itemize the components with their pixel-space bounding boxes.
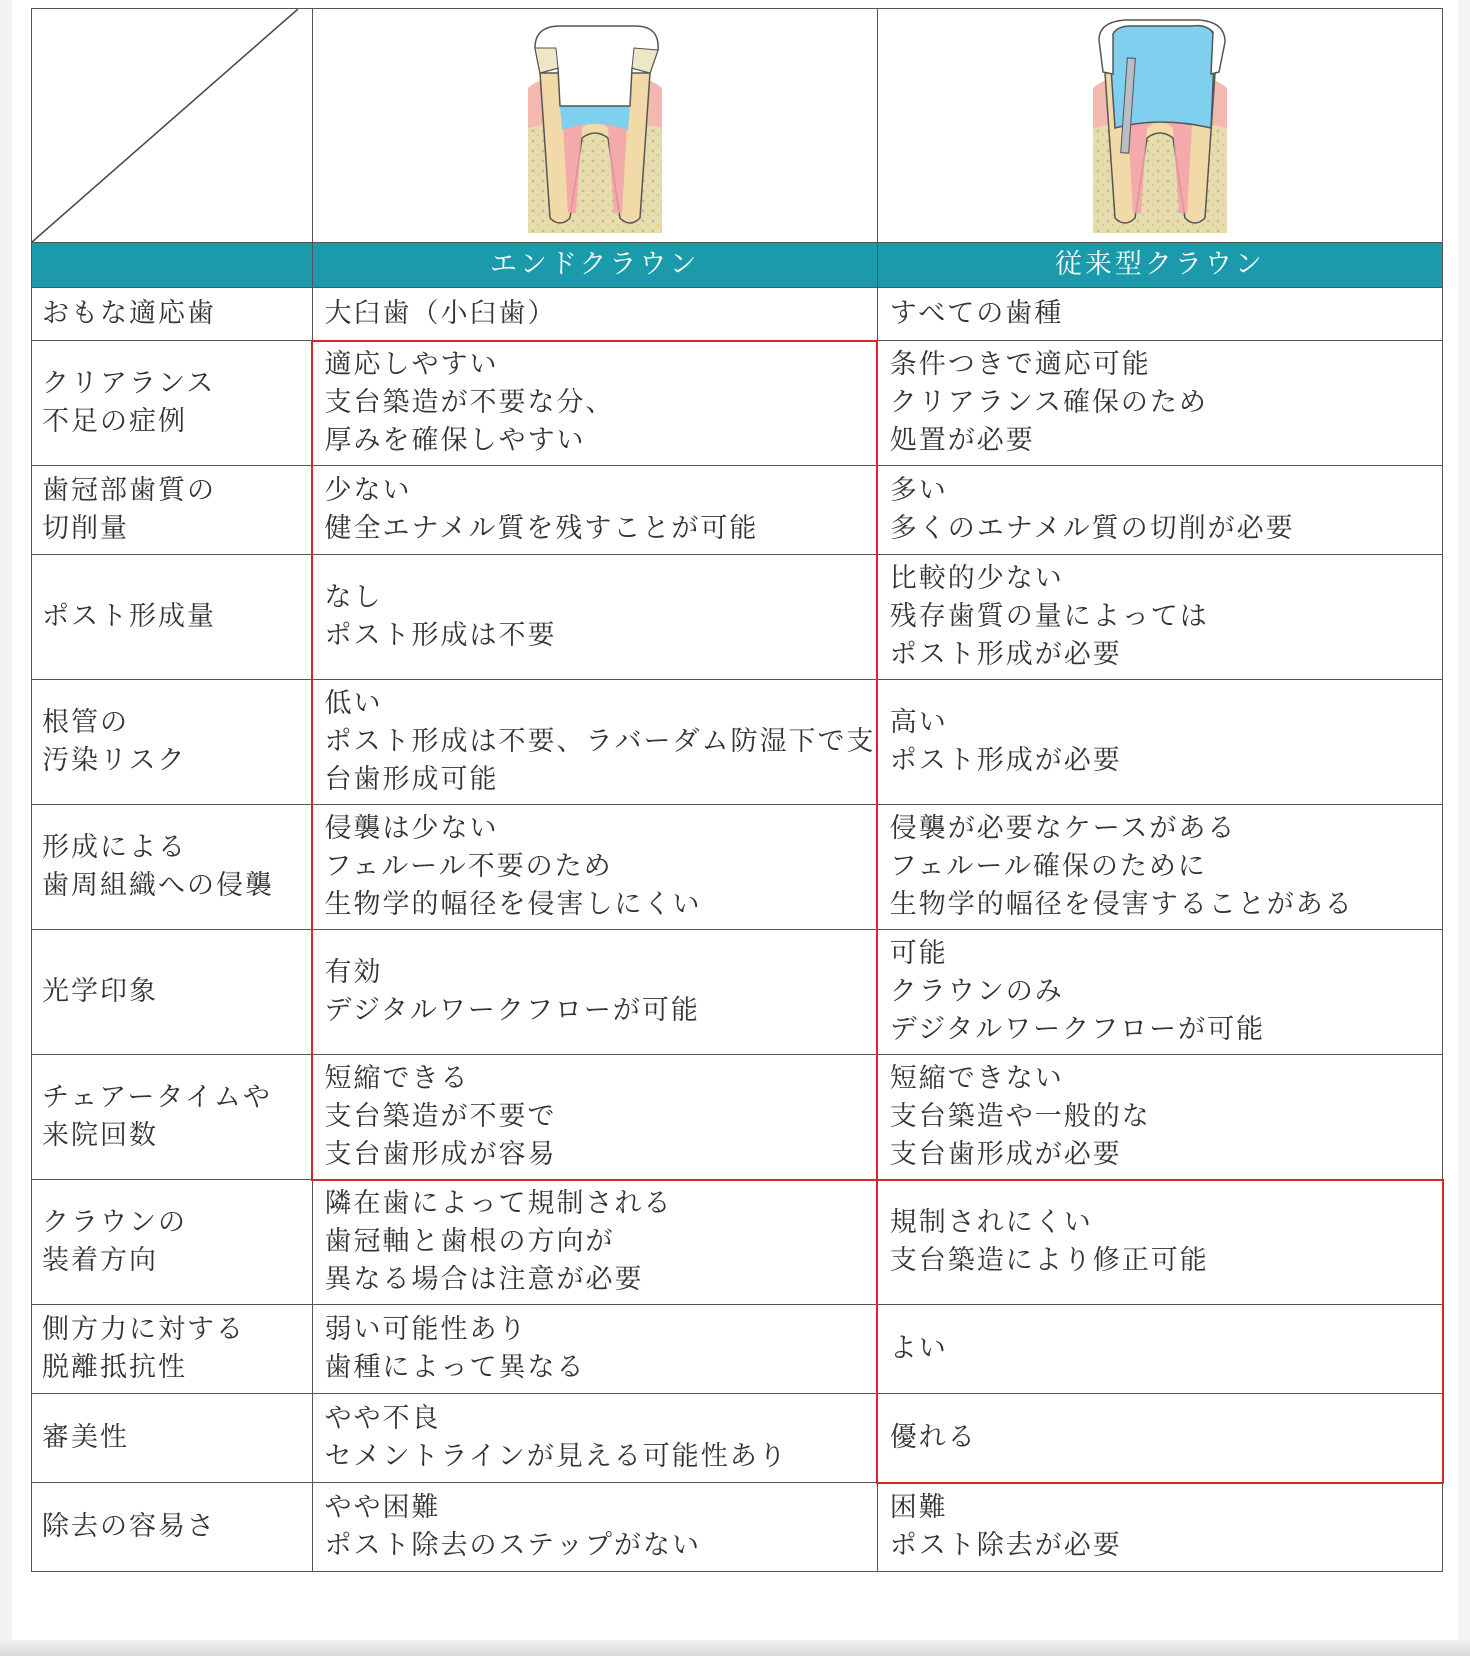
cell-text-line: 優れる	[889, 1422, 977, 1453]
conventional-cell	[877, 555, 1442, 680]
row-label	[32, 680, 313, 805]
comparison-rows	[32, 288, 1443, 1572]
cell-text-line: 大臼歯（小臼歯）	[324, 298, 557, 329]
cell-text-line: 支台築造や一般的な	[889, 1101, 1151, 1132]
cell-text-line: フェルール不要のため	[324, 851, 613, 882]
conventional-cell	[877, 1180, 1442, 1305]
cell-text-line: 困難	[889, 1492, 948, 1523]
endocrown-cell	[312, 341, 877, 466]
corner-diagonal-cell	[32, 9, 313, 243]
cell-text-line: 健全エナメル質を残すことが可能	[324, 513, 759, 544]
comparison-table	[31, 8, 1443, 1572]
table-row	[32, 288, 1443, 341]
cell-text-line: フェルール確保のために	[889, 851, 1207, 882]
cell-text-line: 少ない	[324, 475, 412, 506]
cell-text-line: 歯周組織への侵襲	[42, 870, 274, 901]
cell-text-line: なし	[324, 582, 383, 613]
table-row	[32, 680, 1443, 805]
cell-text-line: 支台歯形成が容易	[324, 1139, 557, 1170]
cell-text-line: 来院回数	[42, 1120, 158, 1151]
table-row	[32, 1483, 1443, 1572]
cell-text-line: 支台築造が不要で	[324, 1101, 557, 1132]
cell-text-line: 処置が必要	[889, 425, 1035, 456]
cell-text-line: ポスト形成は不要	[324, 620, 557, 651]
row-label	[32, 555, 313, 680]
row-label	[32, 1180, 313, 1305]
cell-text-line: チェアータイムや	[42, 1082, 272, 1113]
cell-text-line: クラウンのみ	[889, 976, 1064, 1007]
row-label	[32, 805, 313, 930]
cell-text-line: 弱い可能性あり	[324, 1314, 528, 1345]
cell-text-line: 装着方向	[42, 1245, 158, 1276]
conventional-cell	[877, 805, 1442, 930]
cell-text-line: 隣在歯によって規制される	[324, 1188, 673, 1219]
cell-text-line: クリアランス	[42, 368, 216, 399]
cell-text-line: デジタルワークフローが可能	[324, 995, 700, 1026]
row-label	[32, 1305, 313, 1394]
header-endocrown: エンドクラウン	[312, 243, 877, 288]
diagonal-line	[32, 9, 298, 242]
cell-text-line: 条件つきで適応可能	[889, 349, 1151, 380]
cell-text-line: 生物学的幅径を侵害しにくい	[324, 889, 702, 920]
cell-text-line: 脱離抵抗性	[42, 1352, 187, 1383]
endocrown-cell	[312, 1180, 877, 1305]
conventional-cell	[877, 680, 1442, 805]
cell-text-line: 光学印象	[42, 976, 158, 1007]
endocrown-cell	[312, 680, 877, 805]
endocrown-cell	[312, 1483, 877, 1572]
window-edge-right	[1458, 0, 1470, 1656]
row-label	[32, 930, 313, 1055]
cell-text-line: よい	[889, 1333, 948, 1364]
table-row	[32, 555, 1443, 680]
endocrown-cell	[312, 466, 877, 555]
header-conventional-crown: 従来型クラウン	[877, 243, 1442, 288]
cell-text-line: 歯冠部歯質の	[42, 475, 216, 506]
cell-text-line: 侵襲が必要なケースがある	[889, 813, 1237, 844]
endocrown-cell	[312, 930, 877, 1055]
cell-text-line: 歯種によって異なる	[324, 1352, 586, 1383]
cell-text-line: ポスト形成が必要	[889, 639, 1122, 670]
cell-text-line: クリアランス確保のため	[889, 387, 1208, 418]
header-empty	[32, 243, 313, 288]
table-row	[32, 1305, 1443, 1394]
conventional-tooth-illustration	[1085, 18, 1235, 233]
cell-text-line: やや不良	[324, 1403, 441, 1434]
conventional-cell	[877, 288, 1442, 341]
cell-text-line: デジタルワークフローが可能	[889, 1014, 1266, 1045]
cell-text-line: 規制されにくい	[889, 1207, 1093, 1238]
cell-text-line: 可能	[889, 938, 948, 969]
cell-text-line: 短縮できない	[889, 1063, 1064, 1094]
row-label	[32, 466, 313, 555]
column-header-row	[32, 243, 1443, 288]
endocrown-cell	[312, 1394, 877, 1483]
endocrown-cell	[312, 555, 877, 680]
cell-text-line: 支台歯形成が必要	[889, 1139, 1122, 1170]
cell-text-line: 側方力に対する	[42, 1314, 245, 1345]
cell-text-line: 侵襲は少ない	[324, 813, 499, 844]
cell-text-line: 多い	[889, 475, 948, 506]
cell-text-line: 異なる場合は注意が必要	[324, 1264, 644, 1295]
cell-text-line: すべての歯種	[889, 298, 1064, 329]
cell-text-line: クラウンの	[42, 1207, 187, 1238]
endocrown-tooth-illustration	[520, 18, 670, 233]
cell-text-line: ポスト除去が必要	[889, 1530, 1122, 1561]
conventional-cell	[877, 1394, 1442, 1483]
crown-margin-left	[535, 48, 558, 73]
conventional-cell	[877, 341, 1442, 466]
cell-text-line: 支台築造が不要な分、	[324, 387, 615, 418]
cell-text-line: 有効	[324, 957, 383, 988]
row-label	[32, 1055, 313, 1180]
endocrown-illustration-cell	[312, 9, 877, 243]
table-row	[32, 341, 1443, 466]
endocrown-cell	[312, 805, 877, 930]
conventional-cell	[877, 1055, 1442, 1180]
cell-text-line: おもな適応歯	[42, 298, 216, 329]
cell-text-line: ポスト形成が必要	[889, 745, 1122, 776]
cell-text-line: ポスト除去のステップがない	[324, 1530, 701, 1561]
cell-text-line: 適応しやすい	[324, 349, 499, 380]
row-label	[32, 1394, 313, 1483]
endocrown-cell	[312, 288, 877, 341]
endocrown-cell	[312, 1305, 877, 1394]
window-edge-left	[0, 0, 12, 1656]
illustration-row	[32, 9, 1443, 243]
cell-text-line: 汚染リスク	[42, 745, 187, 776]
conventional-cell	[877, 1305, 1442, 1394]
table-row	[32, 466, 1443, 555]
row-label	[32, 341, 313, 466]
cell-text-line: 形成による	[42, 832, 187, 863]
cell-text-line: セメントラインが見える可能性あり	[324, 1441, 788, 1472]
cell-text-line: 短縮できる	[324, 1063, 470, 1094]
cell-text-line: 不足の症例	[42, 406, 187, 437]
cell-text-line: 低い	[324, 688, 383, 719]
cell-text-line: 厚みを確保しやすい	[324, 425, 586, 456]
cell-text-line: 高い	[889, 707, 948, 738]
table-row	[32, 1394, 1443, 1483]
crown-margin-right	[632, 48, 658, 73]
cell-text-line: 台歯形成可能	[324, 764, 499, 795]
window-edge-bottom	[0, 1640, 1470, 1656]
conventional-cell	[877, 930, 1442, 1055]
row-label	[32, 288, 313, 341]
cell-text-line: 比較的少ない	[889, 563, 1064, 594]
cell-text-line: 支台築造により修正可能	[889, 1245, 1209, 1276]
cell-text-line: 切削量	[42, 513, 129, 544]
cell-text-line: 根管の	[42, 707, 129, 738]
table-row	[32, 1180, 1443, 1305]
cell-text-line: 残存歯質の量によっては	[889, 601, 1209, 632]
cell-text-line: やや困難	[324, 1492, 441, 1523]
row-label	[32, 1483, 313, 1572]
cell-text-line: 生物学的幅径を侵害することがある	[889, 889, 1354, 920]
table-row	[32, 805, 1443, 930]
conventional-illustration-cell	[877, 9, 1442, 243]
cell-text-line: 除去の容易さ	[42, 1511, 216, 1542]
cell-text-line: 審美性	[42, 1422, 129, 1453]
conventional-cell	[877, 1483, 1442, 1572]
cell-text-line: ポスト形成は不要、ラバーダム防湿下で支	[324, 726, 876, 757]
table-row	[32, 1055, 1443, 1180]
cell-text-line: 多くのエナメル質の切削が必要	[889, 513, 1295, 544]
table-row	[32, 930, 1443, 1055]
conventional-cell	[877, 466, 1442, 555]
cell-text-line: 歯冠軸と歯根の方向が	[324, 1226, 615, 1257]
cell-text-line: ポスト形成量	[42, 601, 216, 632]
endocrown-cell	[312, 1055, 877, 1180]
